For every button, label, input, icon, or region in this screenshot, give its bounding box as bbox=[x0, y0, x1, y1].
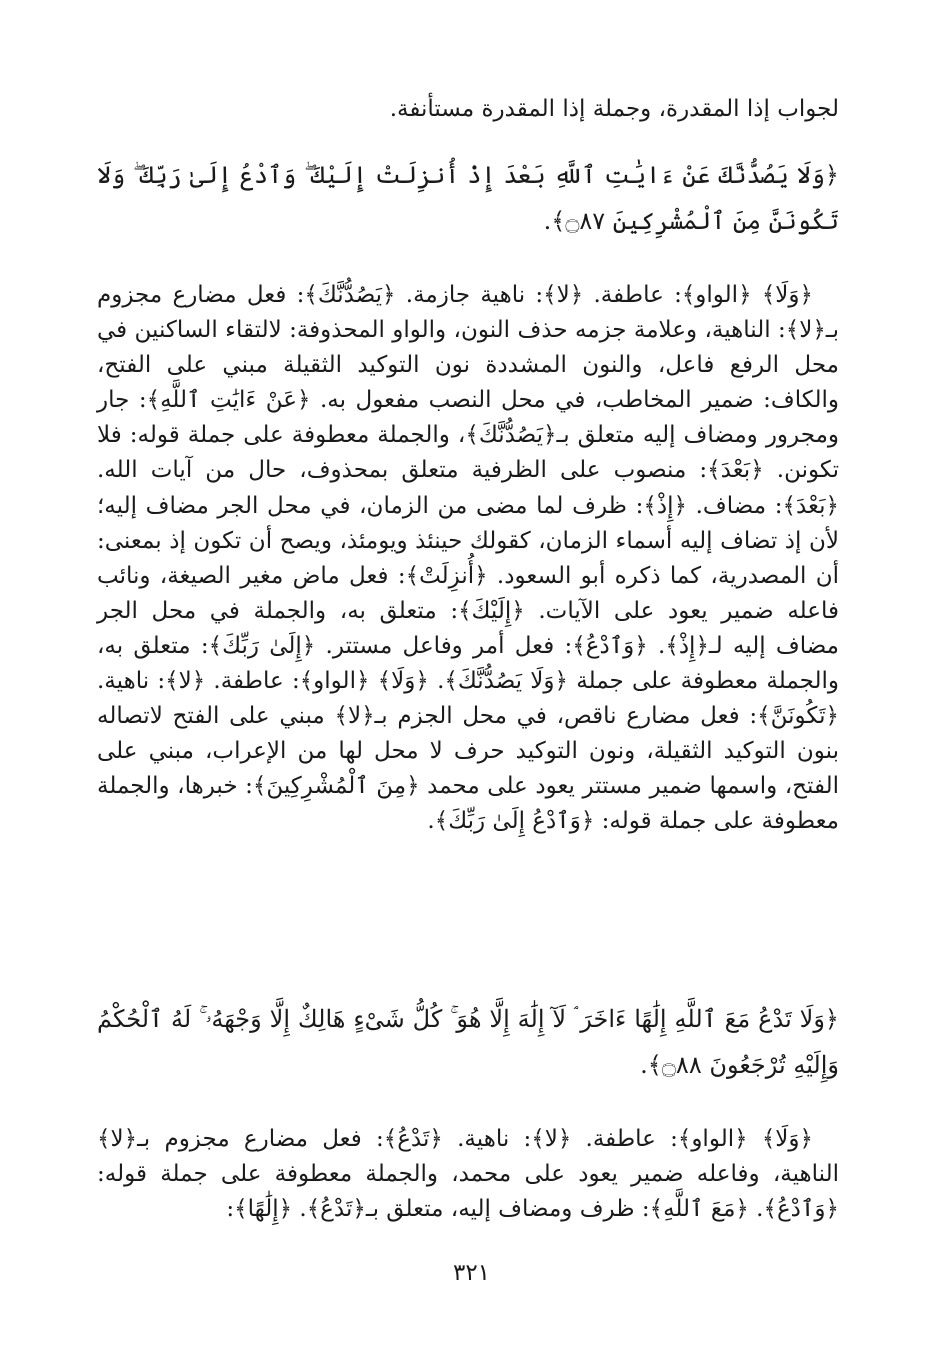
quran-verse-88: ﴿وَلَا تَدْعُ مَعَ ٱللَّهِ إِلَٰهًا ءَاخَرَ ۘ لَآ إِلَٰهَ إِلَّا هُوَ ۚ كُلُّ شَىْءٍ هَالِكٌ إِلَّا وَجْهَهُۥ ۚ لَهُ ٱلْحُكْمُ وَإِلَيْهِ تُرْجَعُونَ ۝٨٨﴾. bbox=[97, 1005, 839, 1079]
irab-paragraph-87: ﴿وَلَا﴾ ﴿الواو﴾: عاطفة. ﴿لا﴾: ناهية جازمة. ﴿يَصُدُّنَّكَ﴾: فعل مضارع مجزوم بـ﴿لا﴾: الناهية، وعلامة جزمه حذف النون، والواو المحذوفة: لالتقاء الساكنين في محل الرفع فاعل، والنون المشددة نون التوكيد الثقيلة مبني على الفتح، والكاف: ضمير المخاطب، في محل النصب مفعول به. ﴿عَنْ ءَايَٰتِ ٱللَّهِ﴾: جار ومجرور ومضاف إليه متعلق بـ﴿يَصُدُّنَّكَ﴾، والجملة معطوفة على جملة قوله: فلا تكونن. ﴿بَعْدَ﴾: منصوب على الظرفية متعلق بمحذوف، حال من آيات الله. ﴿بَعْدَ﴾: مضاف. ﴿إِذْ﴾: ظرف لما مضى من الزمان، في محل الجر مضاف إليه؛ لأن إذ تضاف إليه أسماء الزمان، كقولك حينئذ ويومئذ، ويصح أن تكون إذ بمعنى: أن المصدرية، كما ذكره أبو السعود. ﴿أُنزِلَتْ﴾: فعل ماض مغير الصيغة، ونائب فاعله ضمير يعود على الآيات. ﴿إِلَيْكَ﴾: متعلق به، والجملة في محل الجر مضاف إليه لـ﴿إِذْ﴾. ﴿وَٱدْعُ﴾: فعل أمر وفاعل مستتر. ﴿إِلَىٰ رَبِّكَ﴾: متعلق به، والجملة معطوفة على جملة ﴿وَلَا يَصُدُّنَّكَ﴾. ﴿وَلَا﴾ ﴿الواو﴾: عاطفة. ﴿لا﴾: ناهية. ﴿تَكُونَنَّ﴾: فعل مضارع ناقص، في محل الجزم بـ﴿لا﴾ مبني على الفتح لاتصاله بنون التوكيد الثقيلة، ونون التوكيد حرف لا محل لها من الإعراب، مبني على الفتح، واسمها ضمير مستتر يعود على محمد ﴿مِنَ ٱلْمُشْرِكِينَ﴾: خبرها، والجملة معطوفة على جملة قوله: ﴿وَٱدْعُ إِلَىٰ رَبِّكَ﴾. bbox=[97, 282, 839, 835]
intro-line: لجواب إذا المقدرة، وجملة إذا المقدرة مستأنفة. bbox=[389, 96, 839, 122]
irab-paragraph-88: ﴿وَلَا﴾ ﴿الواو﴾: عاطفة. ﴿لا﴾: ناهية. ﴿تَدْعُ﴾: فعل مضارع مجزوم بـ﴿لا﴾ الناهية، وفاعله ضمير يعود على محمد، والجملة معطوفة على جملة قوله: ﴿وَٱدْعُ﴾. ﴿مَعَ ٱللَّهِ﴾: ظرف ومضاف إليه، متعلق بـ﴿تَدْعُ﴾. ﴿إِلَٰهًا﴾: bbox=[97, 1126, 839, 1223]
quran-verse-87: ﴿وَلَا يَصُدُّنَّكَ عَنْ ءَايَٰتِ ٱللَّهِ بَعْدَ إِذْ أُنزِلَتْ إِلَيْكَ ۖ وَٱدْعُ إِلَىٰ رَبِّكَ ۖ وَلَا تَكُونَنَّ مِنَ ٱلْمُشْرِكِينَ ۝٨٧﴾. bbox=[97, 161, 839, 235]
page-number: ٣٢١ bbox=[452, 1260, 491, 1286]
